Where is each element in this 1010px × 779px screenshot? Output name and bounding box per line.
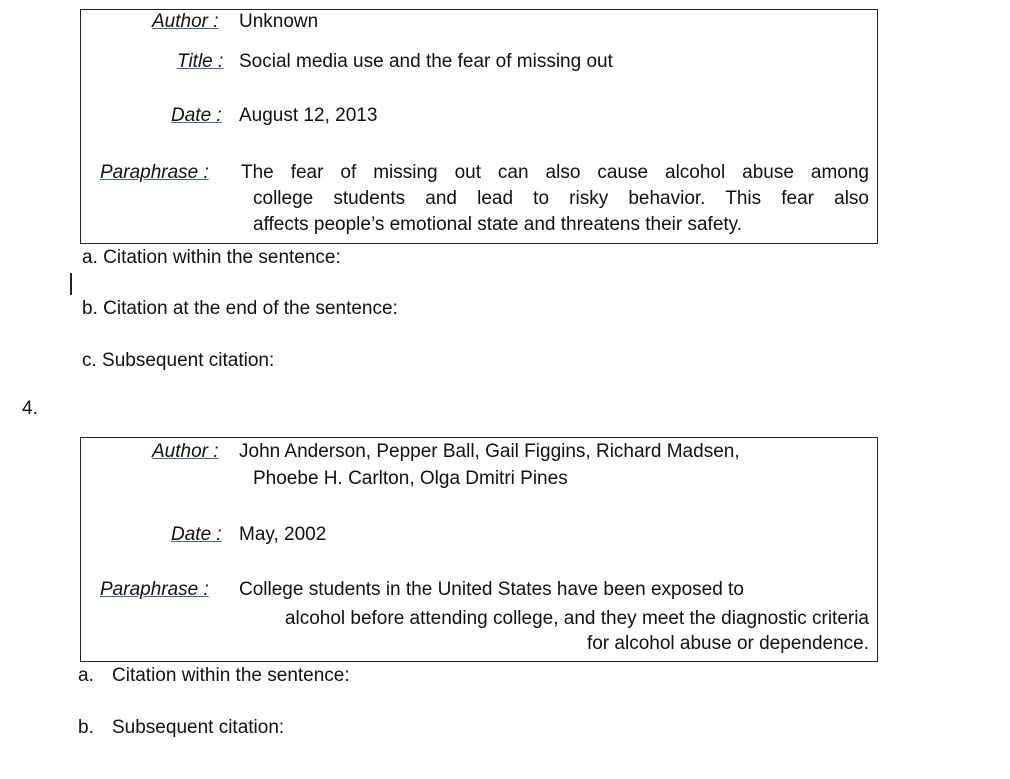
paraphrase-line-1-2: college students and lead to risky behavior. This fear also <box>253 188 869 209</box>
text-cursor <box>70 273 72 295</box>
paraphrase-line-1-1: The fear of missing out can also cause alcohol abuse among <box>241 162 869 183</box>
paraphrase-line-2-3: for alcohol abuse or dependence. <box>586 633 869 654</box>
question-2a-marker: a. <box>78 665 94 686</box>
date-label-2: Date : <box>171 524 222 545</box>
author-value-1: Unknown <box>239 11 319 32</box>
item-number: 4. <box>22 398 38 419</box>
date-value-2: May, 2002 <box>239 524 327 545</box>
title-label-1: Title : <box>177 51 224 72</box>
date-label-1: Date : <box>171 105 222 126</box>
date-value-1: August 12, 2013 <box>239 105 378 126</box>
question-1b: b. Citation at the end of the sentence: <box>82 298 398 319</box>
paraphrase-line-2-2: alcohol before attending college, and they meet the diagnostic criteria <box>284 608 869 629</box>
author-line-2-1: John Anderson, Pepper Ball, Gail Figgins, Richard Madsen, <box>239 441 740 462</box>
question-2a-text: Citation within the sentence: <box>112 665 350 686</box>
paraphrase-label-2: Paraphrase : <box>100 579 209 600</box>
question-1a: a. Citation within the sentence: <box>82 247 341 268</box>
author-label-1: Author : <box>152 11 219 32</box>
paraphrase-label-1: Paraphrase : <box>100 162 209 183</box>
question-1c: c. Subsequent citation: <box>82 350 275 371</box>
author-label-2: Author : <box>152 441 219 462</box>
question-2b-text: Subsequent citation: <box>112 717 285 738</box>
question-2b-marker: b. <box>78 717 94 738</box>
title-value-1: Social media use and the fear of missing out <box>239 51 613 72</box>
author-line-2-2: Phoebe H. Carlton, Olga Dmitri Pines <box>253 468 568 489</box>
paraphrase-line-1-3: affects people’s emotional state and threatens their safety. <box>253 214 743 235</box>
paraphrase-line-2-1: College students in the United States have been exposed to <box>239 579 744 600</box>
